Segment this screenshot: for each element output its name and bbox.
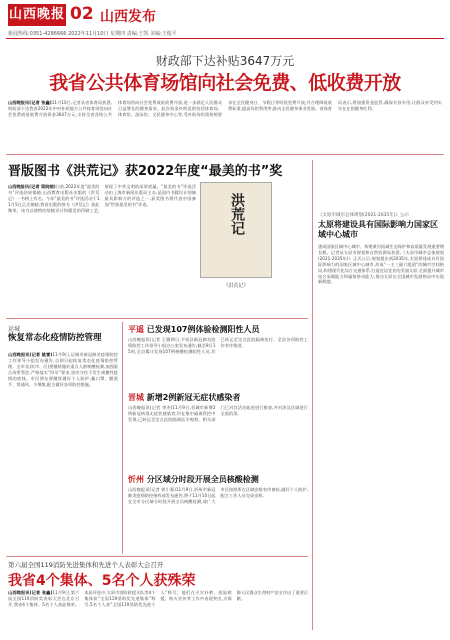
brief-body: 山西晚报讯(记者 李杰)11月9日,晋城市新增2例新冠病毒无症状感染者,均在集中隔离管控中发现,已转运至定点医院隔离医学观察。相关部门已对其活动轨迹进行排查,并对涉及区域进行全面消杀。 <box>128 405 308 422</box>
bottom-body <box>8 590 308 636</box>
taiyuan-body: 建成国家区域中心城市、构建黄河流域生态保护和高质量发展重要增长极。记者从太原市规划和自然资源局获悉,《太原市城市总体规划(2021-2035年)》正式公示,规划提出到2035年,太原将建成具有国际影响力的国家区域中心城市,形成“一主三副六组团”的城市空间格局,构建现代化综合交通体系,打造宜居宜业的美丽太原,全面提升城市综合承载能力和辐射带动能力,推动太原在全国城市发展格局中实现新跨越。 <box>318 244 444 285</box>
lead-body <box>8 100 442 150</box>
bottom-byline: 山西晚报讯(记者 张鑫) <box>8 590 53 595</box>
book-text: 日前,2022年度“最美的书”评选结果揭晓,山西教育出版社出版的《洪荒记》一书榜上有名。今年“最美的书”评选活动于11月5日正式揭晓,我省出版的图书《洪荒记》获此殊荣。该书以独特的装帧设计和精美的印刷工艺,展现了中华文明的深厚底蕴。“最美的书”评选活动由上海市新闻出版局主办,是国内书籍设计领域最具影响力的评选之一,获奖图书将代表中国参加“世界最美的书”评选。 <box>8 184 196 213</box>
brief-headline: 已发现107例体验检测阳性人员 <box>146 325 260 334</box>
brief-body: 山西晚报讯(记者 王娜)9日,平遥县新冠肺炎疫情防控工作领导小组办公室发布通告,截至9日15时,全县累计发现107例核酸检测阳性人员,均已转运至定点医院隔离治疗。全县各项防控工作有序推进。 <box>128 337 308 354</box>
bottom-kicker: 第六届全国119消防先进集体和先进个人表彰大会召开 <box>8 561 164 569</box>
book-byline: 山西晚报讯(记者 梁晓娟) <box>8 184 56 189</box>
column-divider <box>312 160 313 630</box>
yuncheng-byline: 山西晚报讯(记者 姚雷) <box>8 352 53 357</box>
masthead-meta: 新闻热线:0351-4286666 2022年11月10日 星期四 责编:王凯 美编:王俊平 <box>8 31 177 37</box>
page-number: 02 <box>70 4 94 24</box>
brief-headline: 分区域分时段开展全员核酸检测 <box>146 475 259 484</box>
bottom-text: 11月9日,第六届全国119消防奖表彰大会在北京召开,我省4个集体、5名个人获此殊荣。本届评选中,太原市消防救援支队等4个集体获“全国119消防奖先进集体”称号,5名个人获“全国119消防奖先进个人”称号。他们在火灾扑救、抢险救援、防火宣传等工作中表现突出,为保障人民群众生命财产安全作出了重要贡献。 <box>8 590 308 607</box>
taiyuan-headline: 太原将建设具有国际影响力国家区域中心城市 <box>318 220 438 239</box>
book-headline: 晋版图书《洪荒记》获2022年度“最美的书”奖 <box>8 164 283 179</box>
brief-pingyao <box>128 324 308 389</box>
lead-headline: 我省公共体育场馆向社会免费、低收费开放 <box>49 72 401 94</box>
yuncheng-body <box>8 352 118 552</box>
yuncheng-block <box>8 324 118 344</box>
lead-kicker: 财政部下达补贴3647万元 <box>155 54 295 68</box>
divider <box>6 318 308 319</box>
book-cover-title: 洪荒记 <box>229 193 245 235</box>
book-body <box>8 184 196 314</box>
yuncheng-headline: 恢复常态化疫情防控管理 <box>8 333 102 343</box>
lead-text: 11月10日,记者从省体育局获悉,财政部下达我省2022年中央补助地方公共体育场馆向社会免费或低收费开放资金3647万元,支持全省各级公共体育场馆向社会免费或低收费开放,进一步满足人民群众日益增长的健身需求。此次资金补助范围包括体育场、体育馆、游泳馆、全民健身中心等,受补助场馆需按照要求在全民健身日、节假日等时段免费开放,并合理降低收费标准,提高场馆利用率,推动全民健身事业发展。省体育局表示,将加强资金监管,确保专款专用,让群众享受到实实在在的健身红利。 <box>8 100 442 117</box>
lead-byline: 山西晚报讯(记者 张鑫) <box>8 100 52 105</box>
brief-jincheng <box>128 392 308 469</box>
brief-tag: 平遥 <box>128 325 144 334</box>
section-title: 山西发布 <box>100 9 156 25</box>
brief-tag: 忻州 <box>128 475 144 484</box>
masthead-rule <box>6 38 444 39</box>
divider <box>6 556 308 557</box>
masthead <box>0 0 450 37</box>
brief-tag: 晋城 <box>128 393 144 402</box>
column-divider <box>122 322 123 554</box>
newspaper-logo: 山西晚报 <box>8 4 66 26</box>
divider <box>6 154 444 155</box>
book-cover-caption: 《洪荒记》 <box>223 283 249 289</box>
brief-headline: 新增2例新冠无症状感染者 <box>146 393 241 402</box>
book-cover-image <box>200 182 272 278</box>
brief-xinzhou <box>128 474 308 551</box>
bottom-headline: 我省4个集体、5名个人获殊荣 <box>8 573 196 589</box>
yuncheng-kicker: 运城 <box>8 326 21 333</box>
taiyuan-sub: 《太原市城市总体规划(2021-2035年)》公示 <box>318 213 410 218</box>
yuncheng-text: 11月9日,运城市新冠肺炎疫情防控工作领导小组发布通告,自即日起恢复常态化疫情防控管理。全市各县(市、区)要继续做好重点人群核酸检测,加强重点场所管控,严格落实“四早”要求,坚决守住不发生规模性疫情的底线。市民朋友要继续做好个人防护,戴口罩、勤洗手、常通风、少聚集,配合做好各项防控措施。 <box>8 352 118 387</box>
brief-body: 山西晚报讯(记者 郭小强)11月9日,忻州市新冠肺炎疫情防控指挥部发布通告,将于11月10日起在全市分区域分时段开展全员核酸检测,请广大市民按照所在区域安排有序参检,做好个人防护,配合工作人员完成采样。 <box>128 487 308 504</box>
